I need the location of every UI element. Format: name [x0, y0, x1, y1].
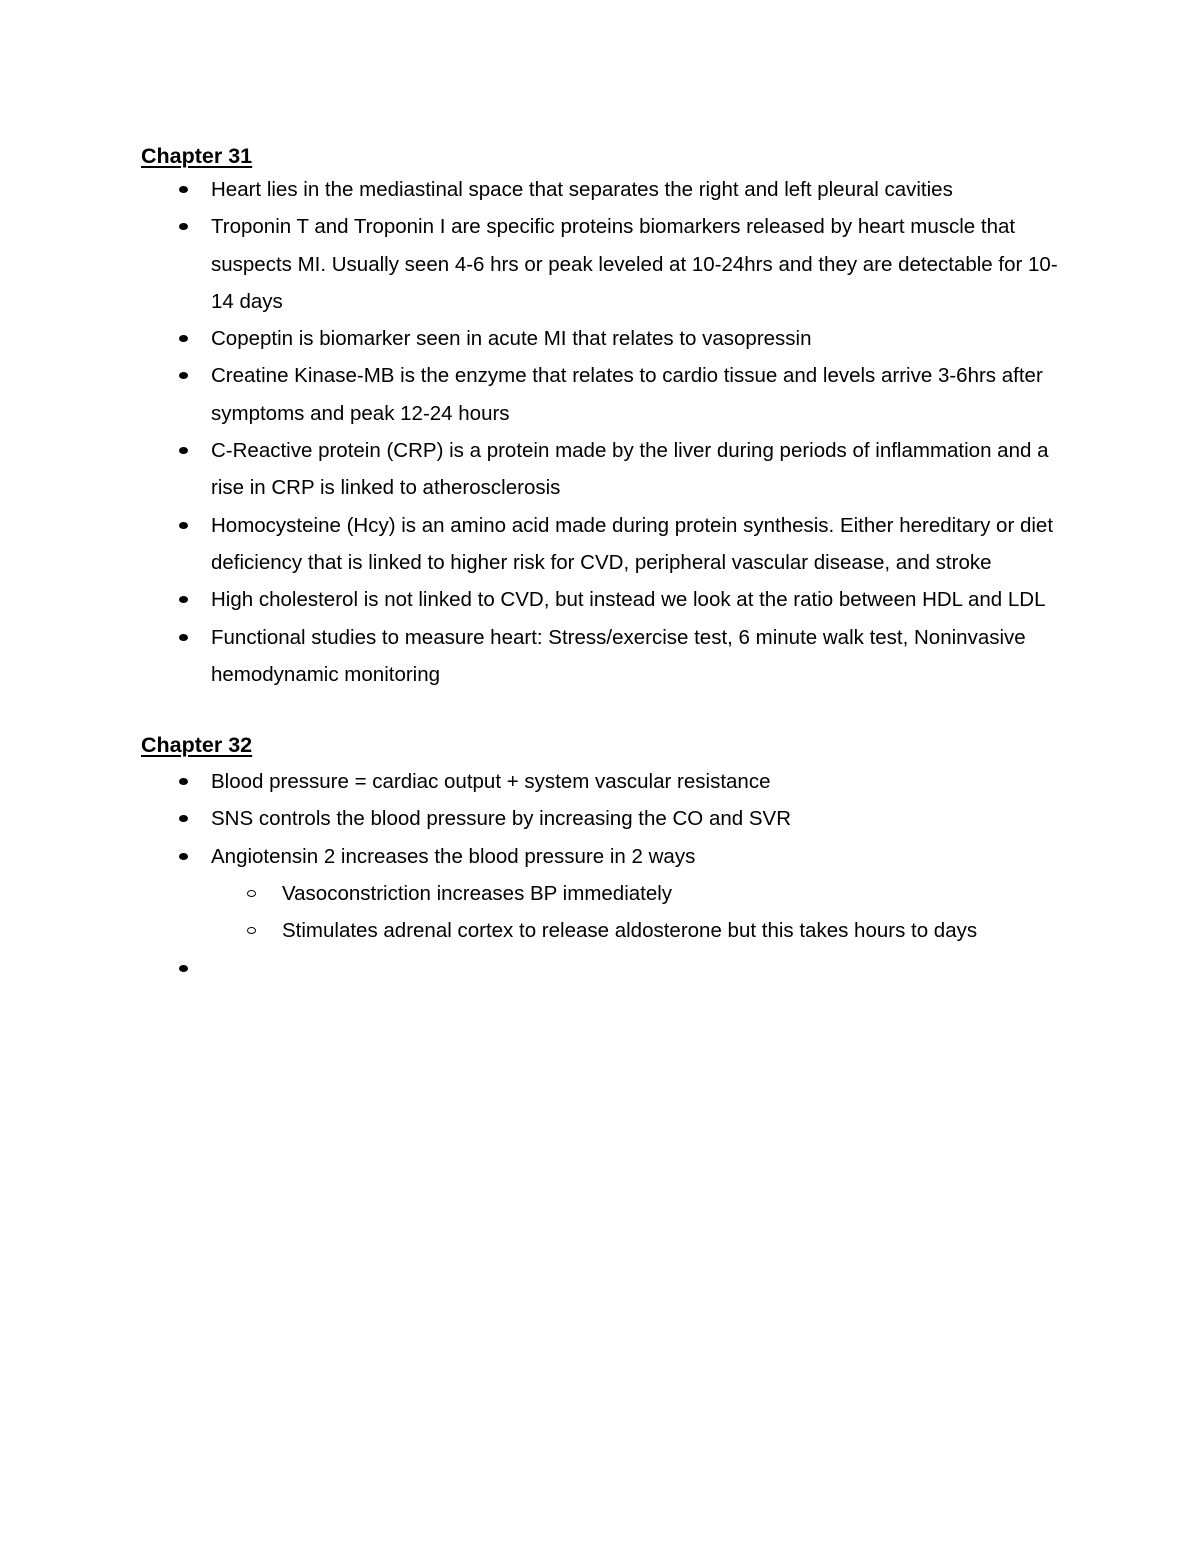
- list-item-text: C-Reactive protein (CRP) is a protein made by the liver during periods of inflammation and a rise in CRP is linked to atherosclerosis: [211, 439, 1049, 500]
- sub-list-item-text: Stimulates adrenal cortex to release aldosterone but this takes hours to days: [282, 919, 978, 943]
- sub-bullet-list: [211, 875, 1070, 950]
- list-item-text: Angiotensin 2 increases the blood pressure in 2 ways: [211, 844, 696, 868]
- sub-list-item: [211, 875, 1070, 912]
- bullet-icon: [179, 522, 188, 529]
- list-item-text: SNS controls the blood pressure by increasing the CO and SVR: [211, 807, 791, 831]
- bullet-icon: [179, 223, 188, 230]
- bullet-icon: [179, 815, 188, 822]
- hollow-bullet-icon: [247, 890, 256, 897]
- list-item-text: Creatine Kinase-MB is the enzyme that relates to cardio tissue and levels arrive 3-6hrs after symptoms and peak 12-24 hours: [211, 364, 1043, 425]
- list-item: [141, 432, 1070, 507]
- list-item-text: Blood pressure = cardiac output + system vascular resistance: [211, 770, 771, 794]
- list-item: [141, 619, 1070, 694]
- list-item: [141, 838, 1070, 950]
- bullet-icon: [179, 634, 188, 641]
- chapter-title: Chapter 31: [141, 144, 253, 168]
- section-chapter-31: [141, 141, 1070, 693]
- list-item: [141, 320, 1070, 357]
- list-item: [141, 507, 1070, 582]
- bullet-icon: [179, 778, 188, 785]
- sub-list-item: [211, 912, 1070, 949]
- list-item-text: Heart lies in the mediastinal space that separates the right and left pleural cavities: [211, 178, 953, 201]
- list-item: [141, 171, 1070, 208]
- list-item-text: High cholesterol is not linked to CVD, but instead we look at the ratio between HDL and LDL: [211, 588, 1046, 612]
- list-item: [141, 357, 1070, 432]
- hollow-bullet-icon: [247, 927, 256, 934]
- bullet-icon: [179, 965, 188, 972]
- list-item-text: Homocysteine (Hcy) is an amino acid made during protein synthesis. Either hereditary or diet deficiency that is linked to higher risk for CVD, peripheral vascular disease, and stroke: [211, 513, 1054, 574]
- list-item: [141, 208, 1070, 320]
- bullet-icon: [179, 596, 188, 603]
- section-chapter-32: [141, 730, 1070, 987]
- list-item-empty: [141, 950, 1070, 987]
- bullet-list: [141, 171, 1070, 693]
- sub-list-item-text: Vasoconstriction increases BP immediately: [282, 882, 673, 906]
- bullet-icon: [179, 372, 188, 379]
- list-item: [141, 581, 1070, 618]
- list-item: [141, 763, 1070, 800]
- chapter-title: Chapter 32: [141, 733, 253, 758]
- list-item: [141, 800, 1070, 837]
- bullet-icon: [179, 447, 188, 454]
- list-item-text: Copeptin is biomarker seen in acute MI that relates to vasopressin: [211, 327, 812, 351]
- bullet-icon: [179, 853, 188, 860]
- bullet-icon: [179, 186, 188, 193]
- list-item-text: Functional studies to measure heart: Stress/exercise test, 6 minute walk test, Noninvasive hemodynamic monitoring: [211, 625, 1026, 686]
- bullet-list: [141, 763, 1070, 987]
- list-item-text: Troponin T and Troponin I are specific proteins biomarkers released by heart muscle that suspects MI. Usually seen 4-6 hrs or peak leveled at 10-24hrs and they are detectable for 10-14 days: [211, 215, 1058, 313]
- bullet-icon: [179, 335, 188, 342]
